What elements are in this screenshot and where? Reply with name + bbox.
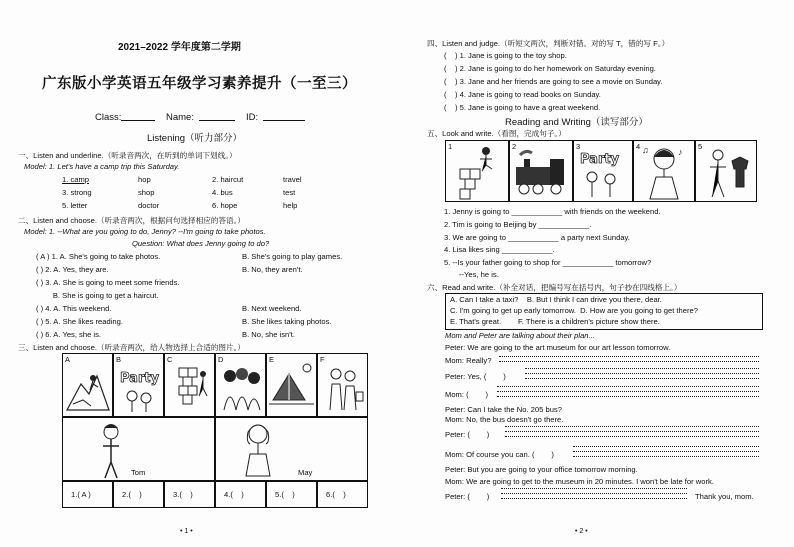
sec1-model: Model: 1. Let's have a camp trip this Saturday. [24, 162, 180, 171]
word-hope[interactable]: 6. hope [212, 201, 238, 210]
word-letter[interactable]: 5. letter [62, 201, 88, 210]
name-label: Name: [166, 112, 194, 123]
word-strong[interactable]: 3. strong [62, 188, 92, 197]
sec5-picture-3: 3 Party [573, 140, 633, 202]
sec2-item-5-a[interactable]: ( ) 5. A. She likes reading. [36, 317, 123, 326]
dialogue-line-10: Mom: We are going to get to the museum in 20 minutes. I won't be late for work. [445, 477, 714, 486]
girl-icon [216, 418, 367, 480]
writing-line[interactable] [497, 391, 759, 392]
dialogue-line-8[interactable]: Mom: Of course you can. ( ) [445, 450, 554, 459]
person-may-label: May [298, 468, 313, 477]
person-tom-label: Tom [131, 468, 146, 477]
dialogue-line-11[interactable]: Peter: ( ) [445, 492, 490, 501]
picture-a[interactable]: A [62, 353, 113, 417]
writing-line [499, 361, 759, 362]
dialogue-line-6: Mom: No, the bus doesn't go there. [445, 415, 564, 424]
writing-line[interactable] [525, 378, 759, 379]
dialogue-line-12: Thank you, mom. [695, 492, 754, 501]
dialogue-line-9: Peter: But you are going to your office tomorrow morning. [445, 465, 638, 474]
word-travel[interactable]: travel [283, 175, 302, 184]
sec2-item-5-b[interactable]: B. She likes taking photos. [242, 317, 332, 326]
shopping-icon [318, 354, 367, 416]
page-number-1: • 1 • [180, 528, 193, 535]
id-blank[interactable] [263, 120, 305, 121]
sec2-item-6-b[interactable]: B. No, she isn't. [242, 330, 295, 339]
hopscotch-icon [446, 141, 508, 201]
person-may-panel [215, 417, 368, 481]
picture-f[interactable]: F [317, 353, 368, 417]
sec2-item-6-a[interactable]: ( ) 6. A. Yes, she is. [36, 330, 102, 339]
sec5-line-1[interactable]: 1. Jenny is going to ____________ with friends on the weekend. [444, 207, 661, 216]
writing-line[interactable] [497, 386, 759, 387]
writing-line[interactable] [573, 451, 759, 452]
clothes-shopping-icon [696, 141, 756, 201]
writing-line [499, 356, 759, 357]
svg-text:♪: ♪ [678, 147, 683, 157]
term-title: 2021–2022 学年度第二学期 [118, 42, 241, 53]
singing-girl-icon [634, 141, 694, 201]
sec6-heading: 六、Read and write.（补全对话，把编号写在括号内，句子抄在四线格上。） [427, 283, 682, 292]
writing-line[interactable] [501, 498, 687, 499]
train-icon [510, 141, 572, 201]
word-shop[interactable]: shop [138, 188, 155, 197]
dialogue-intro: Mom and Peter are talking about their plan... [445, 331, 595, 340]
sec5-heading: 五、Look and write.（看图，完成句子。） [427, 129, 566, 138]
sec5-line-5-answer: --Yes, he is. [459, 270, 499, 279]
sec2-model2: Question: What does Jenny going to do? [132, 239, 270, 248]
class-blank[interactable] [121, 120, 155, 121]
picture-c[interactable]: C [164, 353, 215, 417]
sec5-line-2[interactable]: 2. Tim is going to Beijing by ____________. [444, 220, 592, 229]
sec4-item-2[interactable]: ( ) 2. Jane is going to do her homework on Saturday evening. [444, 64, 656, 73]
sec2-model1: Model: 1. --What are you going to do, Jenny? --I'm going to take photos. [24, 227, 266, 236]
sec5-picture-2: 2 [509, 140, 573, 202]
word-haircut[interactable]: 2. haircut [212, 175, 244, 184]
paper-title: 广东版小学英语五年级学习素养提升（一至三） [42, 76, 357, 92]
word-help[interactable]: help [283, 201, 298, 210]
word-bus[interactable]: 4. bus [212, 188, 233, 197]
answer-5[interactable]: 5.( ) [266, 481, 317, 508]
sec5-line-4[interactable]: 4. Lisa likes sing ____________. [444, 245, 555, 254]
writing-line[interactable] [505, 431, 759, 432]
writing-line[interactable] [501, 493, 687, 494]
sec5-picture-5: 5 [695, 140, 757, 202]
dialogue-line-5: Peter: Can I take the No. 205 bus? [445, 405, 562, 414]
sec3-heading: 三、Listen and choose.（听录音两次，给人物选择上合适的图片。） [18, 343, 246, 352]
sec2-item-2-b[interactable]: B. No, they aren't. [242, 265, 303, 274]
class-label: Class: [95, 112, 122, 123]
person-tom-panel [62, 417, 215, 481]
sec2-item-4-a[interactable]: ( ) 4. A. This weekend. [36, 304, 112, 313]
sec5-line-5[interactable]: 5. --Is your father going to shop for ____________ tomorrow? [444, 258, 652, 267]
mountain-climb-icon [63, 354, 112, 416]
sec5-picture-4: 4 ♪ ♫ [633, 140, 695, 202]
id-label: ID: [246, 112, 259, 123]
reading-writing-heading: Reading and Writing（读写部分） [505, 117, 648, 128]
sec6-option-row-1: A. Can I take a taxi? B. But I think I can drive you there, dear. [450, 295, 662, 304]
page-2 [397, 0, 794, 547]
sec4-item-5[interactable]: ( ) 5. Jane is going to have a great weekend. [444, 103, 601, 112]
camping-tent-icon [267, 354, 316, 416]
writing-line[interactable] [525, 368, 759, 369]
listening-heading: Listening（听力部分） [147, 133, 243, 144]
sec2-item-1-b[interactable]: B. She's going to play games. [242, 252, 343, 261]
sec4-item-3[interactable]: ( ) 3. Jane and her friends are going to see a movie on Sunday. [444, 77, 663, 86]
sec2-item-4-b[interactable]: B. Next weekend. [242, 304, 302, 313]
writing-line[interactable] [505, 436, 759, 437]
sec2-item-2-a[interactable]: ( ) 2. A. Yes, they are. [36, 265, 109, 274]
sec4-heading: 四、Listen and judge.（听短文两次，判断对错。对的写 T，错的写 F。） [427, 39, 670, 48]
name-blank[interactable] [199, 120, 235, 121]
word-hop[interactable]: hop [138, 175, 151, 184]
writing-line[interactable] [525, 373, 759, 374]
answer-3[interactable]: 3.( ) [164, 481, 215, 508]
dialogue-line-4[interactable]: Mom: ( ) [445, 390, 489, 399]
word-camp[interactable]: 1. camp [62, 175, 90, 184]
sec6-option-row-2: C. I'm going to get up early tomorrow. D. How are you going to get there? [450, 306, 698, 315]
writing-line[interactable] [497, 396, 759, 397]
writing-line[interactable] [573, 446, 759, 447]
sec2-item-3-a[interactable]: ( ) 3. A. She is going to meet some friends. [36, 278, 180, 287]
party-icon [114, 354, 163, 416]
answer-1[interactable]: 1.( A ) [62, 481, 113, 508]
writing-line[interactable] [573, 456, 759, 457]
sec4-item-4[interactable]: ( ) 4. Jane is going to read books on Sunday. [444, 90, 601, 99]
sec6-option-row-3: E. That's great. F. There is a children's picture show there. [450, 317, 660, 326]
sec2-item-1-a[interactable]: ( A ) 1. A. She's going to take photos. [36, 252, 161, 261]
dialogue-line-2: Mom: Really? [445, 356, 492, 365]
dialogue-line-1: Peter: We are going to the art museum for our art lesson tomorrow. [445, 343, 671, 352]
sec5-picture-1: 1 [445, 140, 509, 202]
word-test[interactable]: test [283, 188, 296, 197]
sec2-heading: 二、Listen and choose.（听录音两次，根据问句选择相应的答语。） [18, 216, 246, 225]
svg-text:Party: Party [580, 152, 620, 167]
page-number-2: • 2 • [575, 528, 588, 535]
dialogue-line-7[interactable]: Peter: ( ) [445, 430, 490, 439]
svg-text:♫: ♫ [642, 145, 649, 155]
picture-b[interactable]: B Party [113, 353, 164, 417]
writing-line[interactable] [501, 488, 687, 489]
sec4-item-1[interactable]: ( ) 1. Jane is going to the toy shop. [444, 51, 567, 60]
dialogue-line-3[interactable]: Peter: Yes, ( ) [445, 372, 506, 381]
sec2-item-3-b[interactable]: B. She is going to get a haircut. [36, 291, 159, 300]
svg-text:Party: Party [120, 371, 160, 386]
picture-d[interactable]: D [215, 353, 266, 417]
hopscotch-icon [165, 354, 214, 416]
answer-2[interactable]: 2.( ) [113, 481, 164, 508]
sec1-heading: 一、Listen and underline.（听录音两次，在听到的单词下划线。） [18, 151, 237, 160]
picture-e[interactable]: E [266, 353, 317, 417]
friends-group-icon [216, 354, 265, 416]
answer-6[interactable]: 6.( ) [317, 481, 368, 508]
writing-line[interactable] [505, 426, 759, 427]
answer-4[interactable]: 4.( ) [215, 481, 266, 508]
party-icon [574, 141, 632, 201]
word-doctor[interactable]: doctor [138, 201, 160, 210]
sec5-line-3[interactable]: 3. We are going to ____________ a party next Sunday. [444, 233, 630, 242]
